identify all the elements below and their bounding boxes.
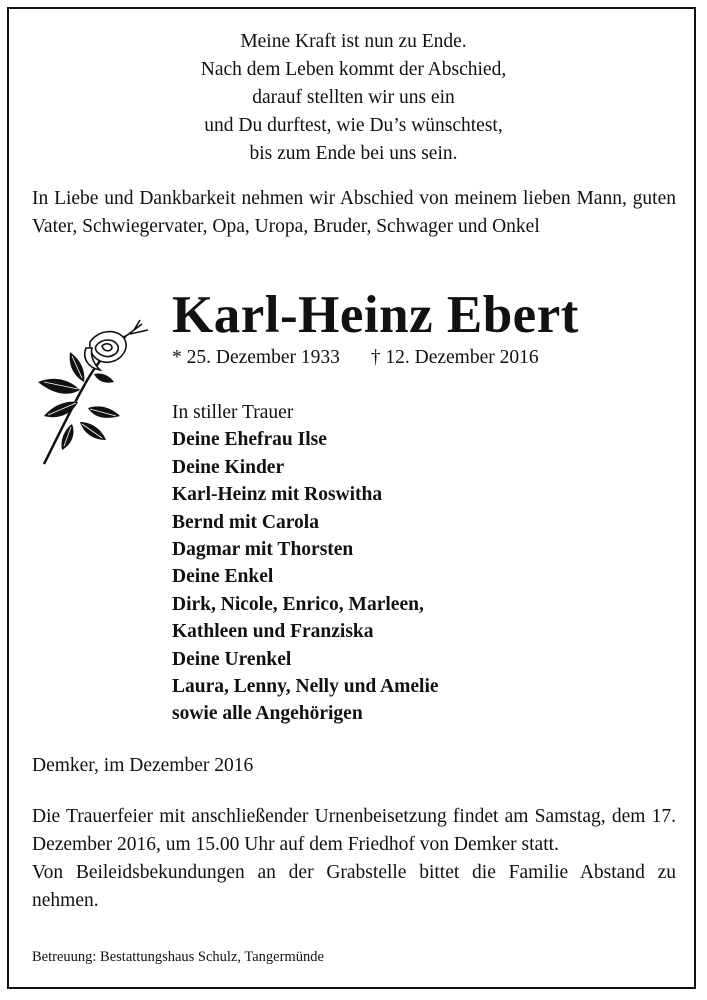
mourner-line: sowie alle Angehörigen xyxy=(172,703,363,725)
ceremony-info xyxy=(32,803,676,915)
undertaker-credit: Betreuung: Bestattungshaus Schulz, Tangermünde xyxy=(32,949,324,965)
mourner-line: Deine Enkel xyxy=(172,566,274,588)
mourner-line: Deine Kinder xyxy=(172,456,285,478)
mourner-line: Deine Ehefrau Ilse xyxy=(172,429,327,451)
death-date: † 12. Dezember 2016 xyxy=(370,347,539,368)
poem-line: bis zum Ende bei uns sein. xyxy=(249,143,458,164)
memorial-poem xyxy=(0,28,707,168)
mourner-line: Kathleen und Franziska xyxy=(172,621,374,643)
mourners-list xyxy=(172,399,439,728)
poem-line: darauf stellten wir uns ein xyxy=(252,87,455,108)
condolence-notice: Von Beileidsbekundungen an der Grabstelle bittet die Familie Abstand zu nehmen. xyxy=(32,862,676,911)
deceased-name: Karl-Heinz Ebert xyxy=(172,286,579,344)
mourner-line: Dirk, Nicole, Enrico, Marleen, xyxy=(172,593,424,615)
mourners-heading: In stiller Trauer xyxy=(172,402,294,423)
poem-line: Nach dem Leben kommt der Abschied, xyxy=(200,59,507,80)
mourner-line: Laura, Lenny, Nelly und Amelie xyxy=(172,676,439,698)
mourner-line: Bernd mit Carola xyxy=(172,511,319,533)
place-date: Demker, im Dezember 2016 xyxy=(32,755,254,776)
mourner-line: Karl-Heinz mit Roswitha xyxy=(172,484,383,506)
farewell-intro: In Liebe und Dankbarkeit nehmen wir Abschied von meinem lieben Mann, guten Vater, Schwiegervater, Opa, Uropa, Bruder, Schwager und Onkel xyxy=(32,188,676,237)
mourner-line: Deine Urenkel xyxy=(172,648,292,670)
birth-date: * 25. Dezember 1933 xyxy=(172,347,340,368)
rose-icon xyxy=(30,312,160,472)
life-dates xyxy=(172,344,539,372)
funeral-notice: Die Trauerfeier mit anschließender Urnenbeisetzung findet am Samstag, dem 17. Dezember 2016, um 15.00 Uhr auf dem Friedhof von Demker statt. xyxy=(32,806,676,855)
poem-line: und Du durftest, wie Du’s wünschtest, xyxy=(204,115,503,136)
mourner-line: Dagmar mit Thorsten xyxy=(172,539,354,561)
poem-line: Meine Kraft ist nun zu Ende. xyxy=(240,31,467,52)
